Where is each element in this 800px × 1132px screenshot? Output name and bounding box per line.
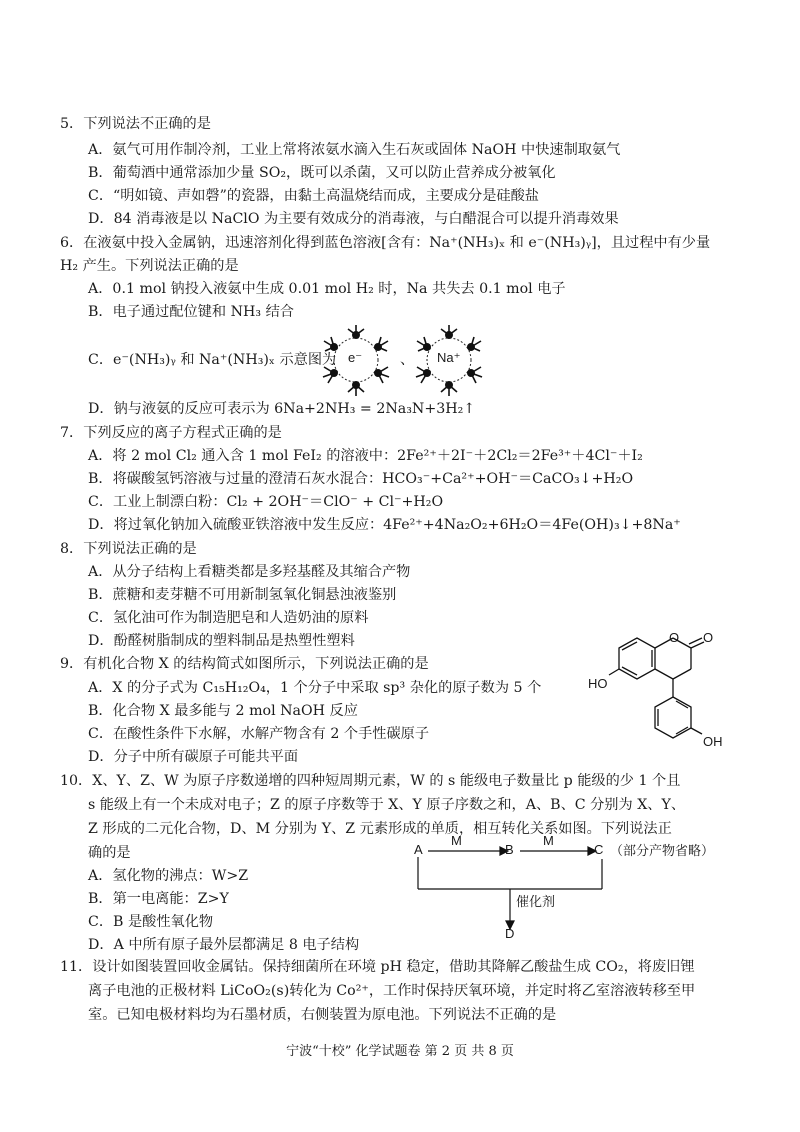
scheme-note: （部分产物省略） bbox=[610, 844, 715, 859]
q11-stem-line1: 11．设计如图装置回收金属钴。保持细菌所在环境 pH 稳定，借助其降解乙酸盐生成 CO₂，将废旧锂 bbox=[60, 959, 695, 975]
q6-stem-line1: 6．在液氨中投入金属钠，迅速溶剂化得到蓝色溶液[含有：Na⁺(NH₃)ₓ 和 e⁻(NH₃)ᵧ]，且过程中有少量 bbox=[60, 235, 711, 251]
scheme-reagent-m1: M bbox=[451, 833, 462, 848]
q7-option-a: A．将 2 mol Cl₂ 通入含 1 mol FeI₂ 的溶液中：2Fe²⁺＋2I⁻＋2Cl₂＝2Fe³⁺＋4Cl⁻＋I₂ bbox=[88, 448, 643, 464]
q8-option-d: D．酚醛树脂制成的塑料制品是热塑性塑料 bbox=[88, 633, 355, 649]
q10-option-a: A．氢化物的沸点：W>Z bbox=[88, 868, 249, 884]
q9-stem: 9．有机化合物 X 的结构简式如图所示，下列说法正确的是 bbox=[60, 656, 429, 672]
q10-option-c: C．B 是酸性氧化物 bbox=[88, 914, 214, 930]
q5-option-c: C．“明如镜、声如磬”的瓷器，由黏土高温烧结而成，主要成分是硅酸盐 bbox=[88, 188, 539, 204]
q7-option-d: D．将过氧化钠加入硫酸亚铁溶液中发生反应：4Fe²⁺+4Na₂O₂+6H₂O＝4Fe(OH)₃↓+8Na⁺ bbox=[88, 517, 681, 533]
q9-option-c: C．在酸性条件下水解，水解产物含有 2 个手性碳原子 bbox=[88, 726, 430, 742]
q10-stem-line4: 确的是 bbox=[88, 845, 131, 861]
scheme-node-d: D bbox=[505, 926, 515, 941]
molecule-hydroxyl-left: HO bbox=[588, 676, 608, 691]
q6-option-a: A．0.1 mol 钠投入液氨中生成 0.01 mol H₂ 时，Na 共失去 0.1 mol 电子 bbox=[88, 281, 566, 297]
q8-option-b: B．蔗糖和麦芽糖不可用新制氢氧化铜悬浊液鉴别 bbox=[88, 587, 397, 603]
scheme-catalyst: 催化剂 bbox=[516, 895, 556, 910]
q8-option-a: A．从分子结构上看糖类都是多羟基醛及其缩合产物 bbox=[88, 564, 411, 580]
q10-option-b: B．第一电离能：Z>Y bbox=[88, 891, 229, 907]
molecule-ring-oxygen: O bbox=[669, 630, 680, 645]
diagram-center-electron: e⁻ bbox=[348, 350, 363, 365]
diagram-center-sodium: Na⁺ bbox=[437, 350, 461, 365]
q7-stem: 7．下列反应的离子方程式正确的是 bbox=[60, 425, 282, 441]
q5-option-d: D．84 消毒液是以 NaClO 为主要有效成分的消毒液，与白醋混合可以提升消毒效果 bbox=[88, 211, 619, 227]
q5-stem: 5．下列说法不正确的是 bbox=[60, 116, 211, 132]
q11-stem-line3: 室。已知电极材料均为石墨材质，右侧装置为原电池。下列说法不正确的是 bbox=[88, 1007, 557, 1023]
conversion-scheme bbox=[410, 845, 620, 935]
q6-option-c-separator: 、 bbox=[400, 352, 415, 368]
page-footer: 宁波“十校” 化学试题卷 第 2 页 共 8 页 bbox=[286, 1044, 514, 1059]
q9-option-a: A．X 的分子式为 C₁₅H₁₂O₄，1 个分子中采取 sp³ 杂化的原子数为 5 个 bbox=[88, 680, 542, 696]
q5-option-a: A．氨气可用作制冷剂，工业上常将浓氨水滴入生石灰或固体 NaOH 中快速制取氨气 bbox=[88, 142, 621, 158]
q9-option-d: D．分子中所有碳原子可能共平面 bbox=[88, 749, 299, 765]
q7-option-b: B．将碳酸氢钙溶液与过量的澄清石灰水混合：HCO₃⁻+Ca²⁺+OH⁻＝CaCO₃↓+H₂O bbox=[88, 471, 634, 487]
q6-option-c: C．e⁻(NH₃)ᵧ 和 Na⁺(NH₃)ₓ 示意图为 bbox=[88, 352, 337, 368]
molecule-carbonyl-oxygen: O bbox=[703, 630, 714, 645]
q5-option-b: B．葡萄酒中通常添加少量 SO₂，既可以杀菌，又可以防止营养成分被氧化 bbox=[88, 165, 556, 181]
q6-stem-line2: H₂ 产生。下列说法正确的是 bbox=[60, 258, 239, 274]
scheme-node-b: B bbox=[505, 842, 514, 857]
q8-stem: 8．下列说法正确的是 bbox=[60, 541, 197, 557]
q6-option-b: B．电子通过配位键和 NH₃ 结合 bbox=[88, 304, 294, 320]
q8-option-c: C．氢化油可作为制造肥皂和人造奶油的原料 bbox=[88, 610, 369, 626]
q10-stem-line1: 10．X、Y、Z、W 为原子序数递增的四种短周期元素，W 的 s 能级电子数量比 p 能级的少 1 个且 bbox=[60, 773, 681, 789]
q10-stem-line2: s 能级上有一个未成对电子；Z 的原子序数等于 X、Y 原子序数之和，A、B、C 分别为 X、Y、 bbox=[88, 797, 686, 813]
scheme-node-a: A bbox=[414, 842, 423, 857]
scheme-reagent-m2: M bbox=[543, 833, 554, 848]
q11-stem-line2: 离子电池的正极材料 LiCoO₂(s)转化为 Co²⁺，工作时保持厌氧环境，并定时将乙室溶液转移至甲 bbox=[88, 983, 696, 999]
molecule-hydroxyl-bottom: OH bbox=[703, 734, 723, 749]
q9-option-b: B．化合物 X 最多能与 2 mol NaOH 反应 bbox=[88, 703, 358, 719]
q7-option-c: C．工业上制漂白粉：Cl₂ + 2OH⁻＝ClO⁻ + Cl⁻+H₂O bbox=[88, 494, 444, 510]
q10-option-d: D．A 中所有原子最外层都满足 8 电子结构 bbox=[88, 937, 360, 953]
scheme-node-c: C bbox=[594, 842, 604, 857]
q10-stem-line3: Z 形成的二元化合物，D、M 分别为 Y、Z 元素形成的单质，相互转化关系如图。下列说法正 bbox=[88, 821, 672, 837]
q6-option-d: D．钠与液氨的反应可表示为 6Na+2NH₃ = 2Na₃N+3H₂↑ bbox=[88, 401, 476, 417]
